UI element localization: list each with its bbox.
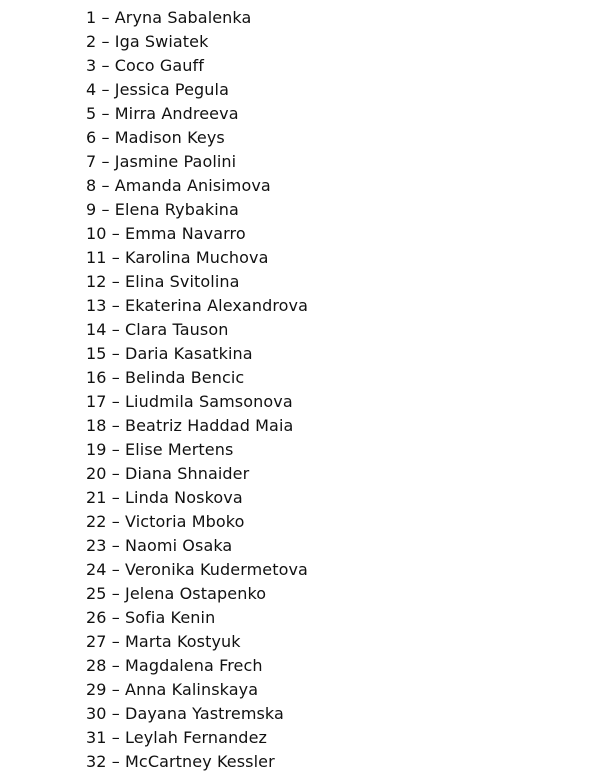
ranking-item: 11 – Karolina Muchova [86,248,269,267]
ranking-item: 3 – Coco Gauff [86,56,204,75]
ranking-item: 23 – Naomi Osaka [86,536,233,555]
ranking-item: 16 – Belinda Bencic [86,368,245,387]
ranking-item: 9 – Elena Rybakina [86,200,239,219]
ranking-item: 26 – Sofia Kenin [86,608,216,627]
ranking-item: 15 – Daria Kasatkina [86,344,253,363]
ranking-item: 27 – Marta Kostyuk [86,632,241,651]
ranking-item: 8 – Amanda Anisimova [86,176,271,195]
ranking-item: 25 – Jelena Ostapenko [86,584,267,603]
ranking-item: 7 – Jasmine Paolini [86,152,237,171]
ranking-item: 32 – McCartney Kessler [86,752,275,771]
ranking-item: 30 – Dayana Yastremska [86,704,284,723]
ranking-list [86,6,308,774]
ranking-item: 4 – Jessica Pegula [86,80,229,99]
ranking-item: 14 – Clara Tauson [86,320,229,339]
ranking-item: 31 – Leylah Fernandez [86,728,268,747]
ranking-item: 28 – Magdalena Frech [86,656,263,675]
ranking-item: 21 – Linda Noskova [86,488,243,507]
ranking-item: 24 – Veronika Kudermetova [86,560,308,579]
ranking-item: 12 – Elina Svitolina [86,272,240,291]
ranking-item: 13 – Ekaterina Alexandrova [86,296,309,315]
ranking-item: 2 – Iga Swiatek [86,32,209,51]
ranking-item: 10 – Emma Navarro [86,224,246,243]
ranking-item: 17 – Liudmila Samsonova [86,392,293,411]
ranking-item: 20 – Diana Shnaider [86,464,250,483]
ranking-item: 19 – Elise Mertens [86,440,234,459]
ranking-item: 1 – Aryna Sabalenka [86,8,252,27]
ranking-item: 18 – Beatriz Haddad Maia [86,416,294,435]
ranking-item: 6 – Madison Keys [86,128,225,147]
ranking-item: 5 – Mirra Andreeva [86,104,239,123]
ranking-item: 22 – Victoria Mboko [86,512,245,531]
ranking-item: 29 – Anna Kalinskaya [86,680,259,699]
